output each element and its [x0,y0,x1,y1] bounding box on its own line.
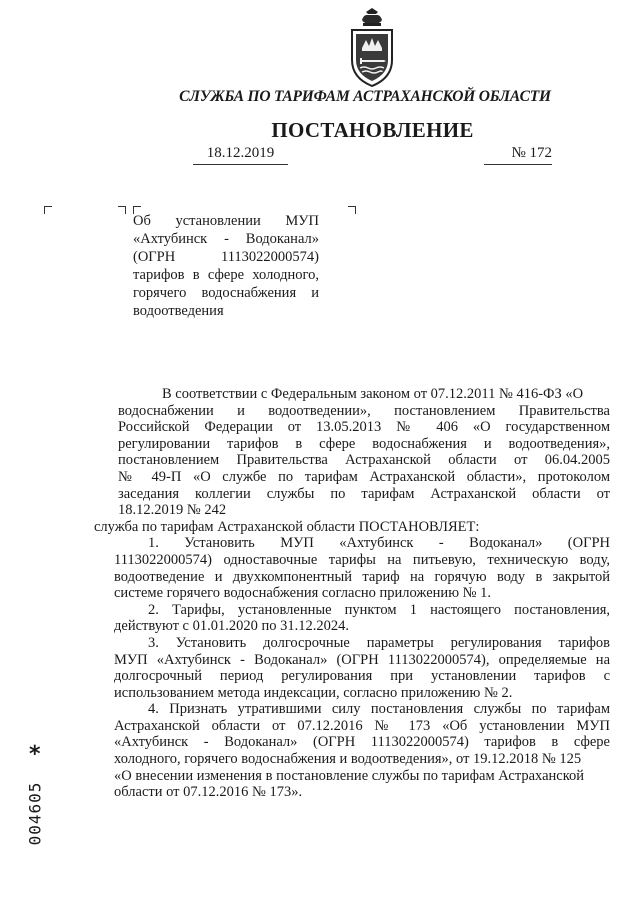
corner-mark-right [348,206,356,214]
body-line: 18.12.2019 № 242 [118,502,227,519]
subject-line: тарифов в сфере холодного, [133,267,319,283]
subject-line: «Ахтубинск - Водоканал» [133,231,319,247]
body-line: использованием метода индексации, согласно приложению № 2. [114,684,513,701]
subject-line: горячего водоснабжения и [133,285,319,301]
body-line: 4. Признать утратившими силу постановления службы по тарифам [148,701,610,718]
body-line: Российской Федерации от 13.05.2013 № 406 «О государственном [118,419,610,436]
body-line: «О внесении изменения в постановление службы по тарифам Астраханской [114,767,585,784]
stamp-number: 004605 [25,781,45,846]
body-line: МУП «Ахтубинск - Водоканал» (ОГРН 1113022000574), определяемые на [114,651,610,668]
body-line: 1113022000574) одноставочные тарифы на питьевую, техническую воду, [114,551,610,568]
body-line: 2. Тарифы, установленные пунктом 1 настоящего постановления, [148,601,610,618]
subject-line: (ОГРН 1113022000574) [133,249,319,265]
body-line: системе горячего водоснабжения согласно приложению № 1. [114,585,491,602]
body-line: № 49-П «О службе по тарифам Астраханской области», протоколом [118,468,610,485]
issuing-authority: СЛУЖБА ПО ТАРИФАМ АСТРАХАНСКОЙ ОБЛАСТИ [179,88,551,105]
body-line: регулировании тарифов в сфере водоснабжения и водоотведения», [118,435,610,452]
coat-of-arms-emblem [346,8,398,88]
corner-mark-left [44,206,52,214]
body-line: В соответствии с Федеральным законом от 07.12.2011 № 416-ФЗ «О [162,386,584,402]
body-line: долгосрочный период регулирования при установлении тарифов с [114,668,610,685]
body-line: холодного, горячего водоснабжения и водоотведения», от 19.12.2018 № 125 [114,751,582,768]
registration-stamp [24,742,54,852]
body-line: 3. Установить долгосрочные параметры регулирования тарифов [148,634,610,651]
document-type-title: ПОСТАНОВЛЕНИЕ [271,118,474,142]
stamp-star: * [29,742,41,767]
body-line: заседания коллегии службы по тарифам Астраханской области от [118,485,610,502]
subject-line: Об установлении МУП [133,213,319,229]
body-line: служба по тарифам Астраханской области ПОСТАНОВЛЯЕТ: [94,518,480,535]
document-subject [133,212,319,320]
body-line: водоотведение и двухкомпонентный тариф на горячую воду в закрытой [114,568,610,585]
body-line: «Ахтубинск - Водоканал» (ОГРН 1113022000574) тарифов в сфере [114,734,610,751]
body-line: области от 07.12.2016 № 173». [114,784,303,801]
body-line: действуют с 01.01.2020 по 31.12.2024. [114,618,349,635]
body-line: Астраханской области от 07.12.2016 № 173 «Об установлении МУП [114,717,610,734]
body-line: водоснабжении и водоотведении», постановлением Правительства [118,402,610,419]
document-number: № 172 [484,145,552,165]
document-body [94,386,610,801]
body-line: 1. Установить МУП «Ахтубинск - Водоканал» (ОГРН [148,535,610,552]
body-line: постановлением Правительства Астраханской области от 06.04.2005 [118,452,610,469]
corner-mark-subject-right [118,206,126,214]
document-date: 18.12.2019 [193,145,288,165]
subject-line: водоотведения [133,303,224,319]
